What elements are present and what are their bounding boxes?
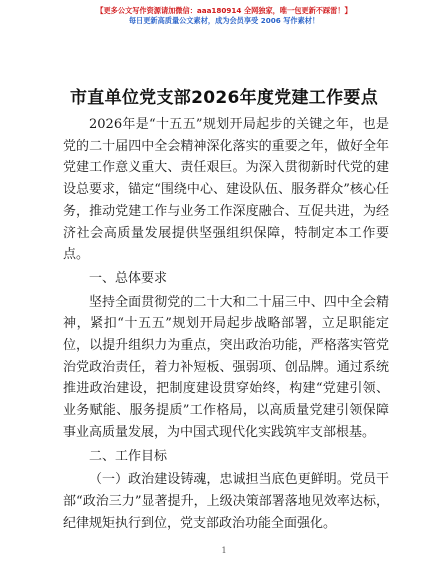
document-title: 市直单位党支部2026年度党建工作要点 [69,88,378,108]
page-number: 1 [221,546,227,555]
document-body [63,114,389,534]
header-banner [0,6,448,26]
section-heading-goals: 二、工作目标 [89,448,168,464]
banner-line-2: 每日更新高质量公文素材，成为会员享受 2006 写作素材！ [128,16,320,25]
intro-paragraph: 2026年是“十五五”规划开局起步的关键之年，也是党的二十届四中全会精神深化落实的重要之年，做好全年党建工作意义重大、责任艰巨。为深入贯彻新时代党的建设总要求，锚定“围绕中心、建设队伍、服务群众”核心任务，推动党建工作与业务工作深度融合、互促共进，为经济社会高质量发展提供坚强组织保障，特制定本工作要点。 [63,117,389,263]
banner-line-1: 【更多公文写作资源请加微信：aaa180914 全网独家，唯一包更新不踩雷！】 [96,6,352,15]
section-heading-requirements: 一、总体要求 [89,270,168,286]
goals-item-paragraph: （一）政治建设铸魂，忠诚担当底色更鲜明。党员干部“政治三力”显著提升，上级决策部署落地见效率达标，纪律规矩执行到位，党支部政治功能全面强化。 [63,472,389,531]
requirements-paragraph: 坚持全面贯彻党的二十大和二十届三中、四中全会精神，紧扣“十五五”规划开局起步战略部署，立足职能定位，以提升组织力为重点，突出政治功能，严格落实管党治党政治责任，着力补短板、强弱项、创品牌。通过系统推进政治建设，把制度建设贯穿始终，构建“党建引领、业务赋能、服务提质”工作格局，以高质量党建引领保障事业高质量发展，为中国式现代化实践筑牢支部根基。 [63,294,389,440]
